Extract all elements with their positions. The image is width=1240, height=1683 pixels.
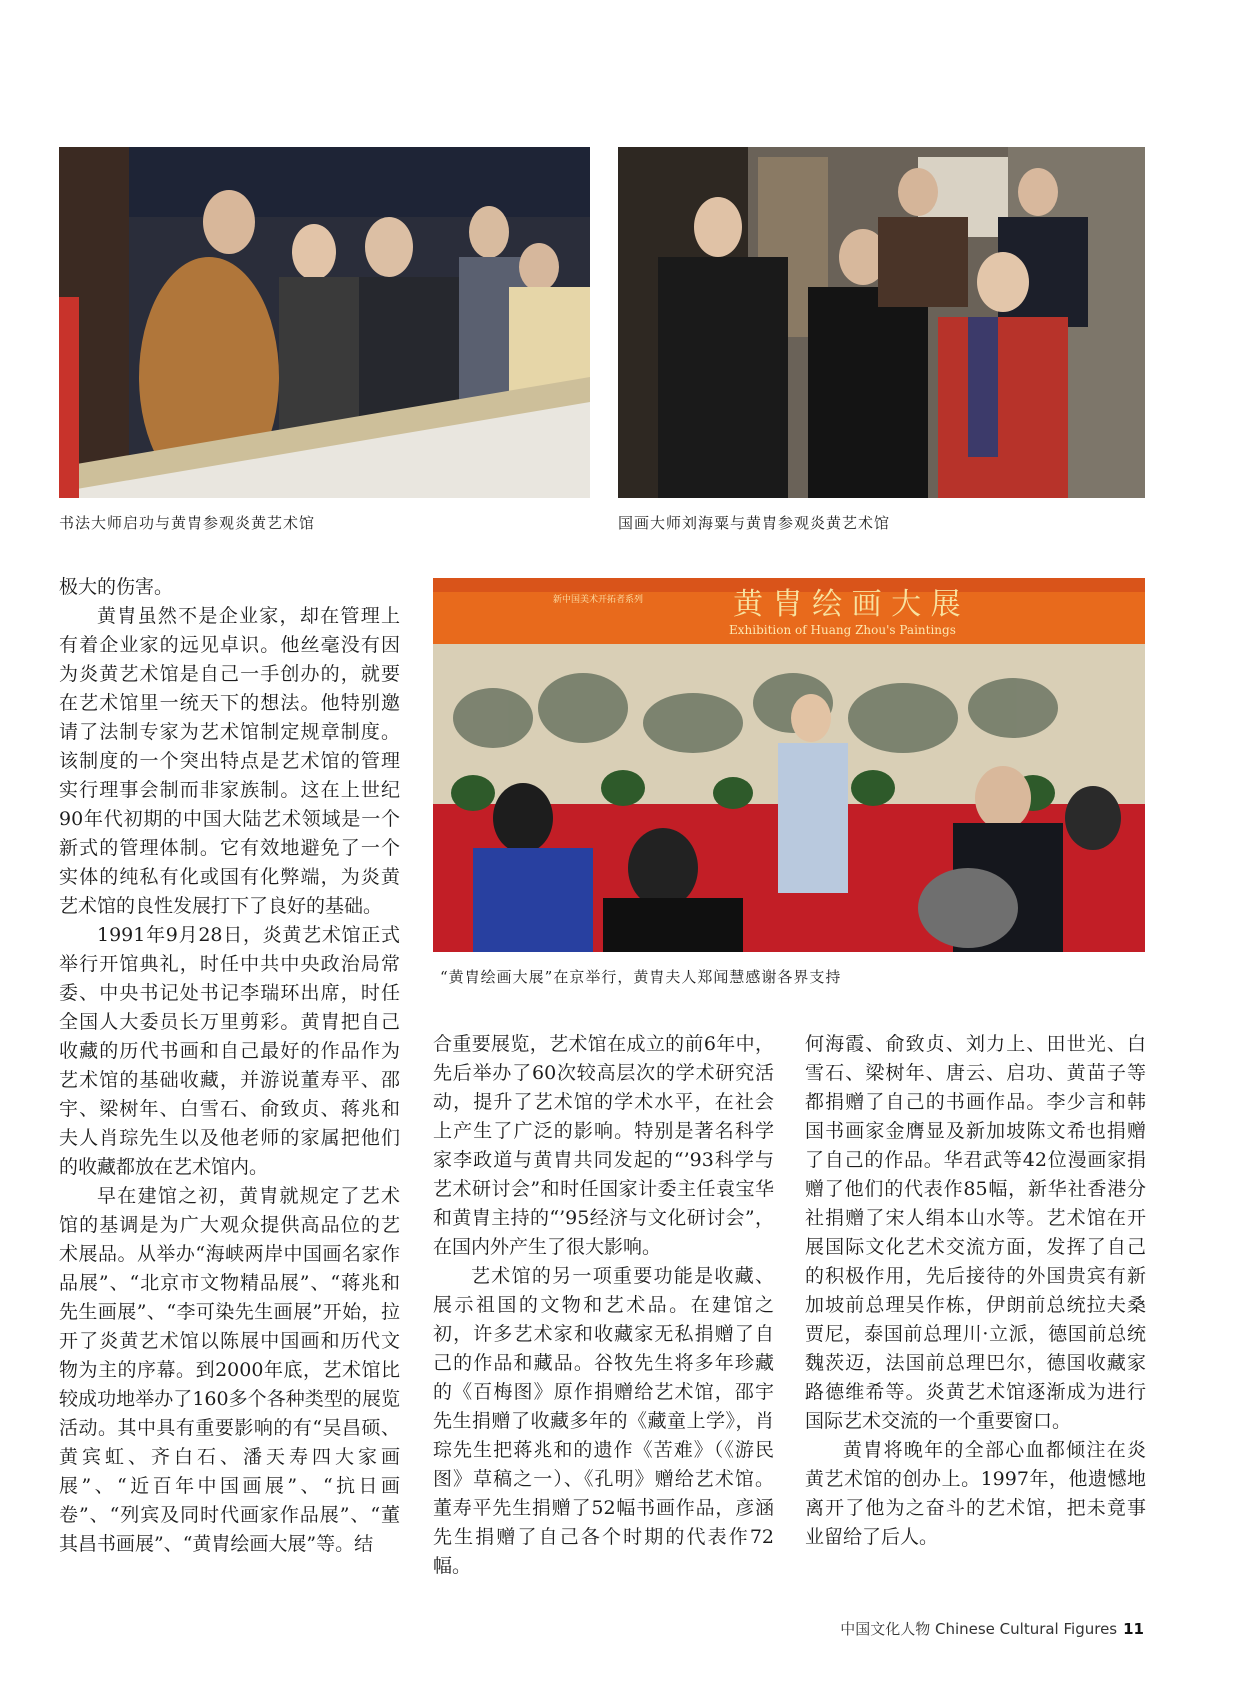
banner-small-text: 新中国美术开拓者系列: [553, 595, 644, 605]
photo-caption-qigong: 书法大师启功与黄胄参观炎黄艺术馆: [59, 514, 316, 532]
text-column-middle: [433, 1030, 774, 1581]
page-footer: [840, 1618, 1144, 1639]
photo-caption-liuhaisu: 国画大师刘海粟与黄胄参观炎黄艺术馆: [618, 514, 891, 532]
text-column-left: [59, 573, 400, 1559]
banner-title: 黄 胄 绘 画 大 展: [733, 587, 961, 622]
photo-liuhaisu-visit: [618, 147, 1145, 498]
paragraph: 黄胄虽然不是企业家，却在管理上有着企业家的远见卓识。他丝毫没有因为炎黄艺术馆是自己一手创办的，就要在艺术馆里一统天下的想法。他特别邀请了法制专家为艺术馆制定规章制度。该制度的一个突出特点是艺术馆的管理实行理事会制而非家族制。这在上世纪90年代初期的中国大陆艺术领域是一个新式的管理体制。它有效地避免了一个实体的纯私有化或国有化弊端，为炎黄艺术馆的良性发展打下了良好的基础。: [59, 605, 400, 917]
photo-exhibition-opening: [433, 578, 1145, 952]
paragraph: 何海霞、俞致贞、刘力上、田世光、白雪石、梁树年、唐云、启功、黄苗子等都捐赠了自己的书画作品。李少言和韩国书画家金膺显及新加坡陈文希也捐赠了自己的作品。华君武等42位漫画家捐赠了他们的代表作85幅，新华社香港分社捐赠了宋人绢本山水等。艺术馆在开展国际文化艺术交流方面，发挥了自己的积极作用，先后接待的外国贵宾有新加坡前总理吴作栋，伊朗前总统拉夫桑贾尼，泰国前总理川·立派，德国前总统魏茨迈，法国前总理巴尔，德国收藏家路德维希等。炎黄艺术馆逐渐成为进行国际艺术交流的一个重要窗口。: [805, 1033, 1146, 1432]
paragraph: 黄胄将晚年的全部心血都倾注在炎黄艺术馆的创办上。1997年，他遗憾地离开了他为之奋斗的艺术馆，把未竟事业留给了后人。: [805, 1439, 1146, 1548]
photo-caption-exhibition: “黄胄绘画大展”在京举行，黄胄夫人郑闻慧感谢各界支持: [440, 968, 842, 986]
paragraph: 艺术馆的另一项重要功能是收藏、展示祖国的文物和艺术品。在建馆之初，许多艺术家和收藏家无私捐赠了自己的作品和藏品。谷牧先生将多年珍藏的《百梅图》原作捐赠给艺术馆，邵宇先生捐赠了收藏多年的《藏童上学》，肖琮先生把蒋兆和的遗作《苦难》（《游民图》草稿之一）、《孔明》赠给艺术馆。董寿平先生捐赠了52幅书画作品，彦涵先生捐赠了自己各个时期的代表作72幅。: [433, 1265, 774, 1577]
paragraph: 早在建馆之初，黄胄就规定了艺术馆的基调是为广大观众提供高品位的艺术展品。从举办“海峡两岸中国画名家作品展”、“北京市文物精品展”、“蒋兆和先生画展”、“李可染先生画展”开始，拉开了炎黄艺术馆以陈展中国画和历代文物为主的序幕。到2000年底，艺术馆比较成功地举办了160多个各种类型的展览活动。其中具有重要影响的有“吴昌硕、黄宾虹、齐白石、潘天寿四大家画展”、“近百年中国画展”、“抗日画卷”、“列宾及同时代画家作品展”、“董其昌书画展”、“黄胄绘画大展”等。结: [59, 1185, 400, 1555]
paragraph: 1991年9月28日，炎黄艺术馆正式举行开馆典礼，时任中共中央政治局常委、中央书记处书记李瑞环出席，时任全国人大委员长万里剪彩。黄胄把自己收藏的历代书画和自己最好的作品作为艺术馆的基础收藏，并游说董寿平、邵宇、梁树年、白雪石、俞致贞、蒋兆和夫人肖琮先生以及他老师的家属把他们的收藏都放在艺术馆内。: [59, 924, 400, 1178]
magazine-name: 中国文化人物 Chinese Cultural Figures: [840, 1620, 1118, 1638]
banner-subtitle: Exhibition of Huang Zhou's Paintings: [729, 623, 956, 637]
paragraph: 极大的伤害。: [59, 576, 174, 598]
photo-qigong-visit: [59, 147, 590, 498]
page-number: 11: [1123, 1620, 1144, 1638]
text-column-right: [805, 1030, 1146, 1552]
paragraph: 合重要展览，艺术馆在成立的前6年中，先后举办了60次较高层次的学术研究活动，提升了艺术馆的学术水平，在社会上产生了广泛的影响。特别是著名科学家李政道与黄胄共同发起的“’93科学与艺术研讨会”和时任国家计委主任袁宝华和黄胄主持的“’95经济与文化研讨会”，在国内外产生了很大影响。: [433, 1033, 774, 1258]
